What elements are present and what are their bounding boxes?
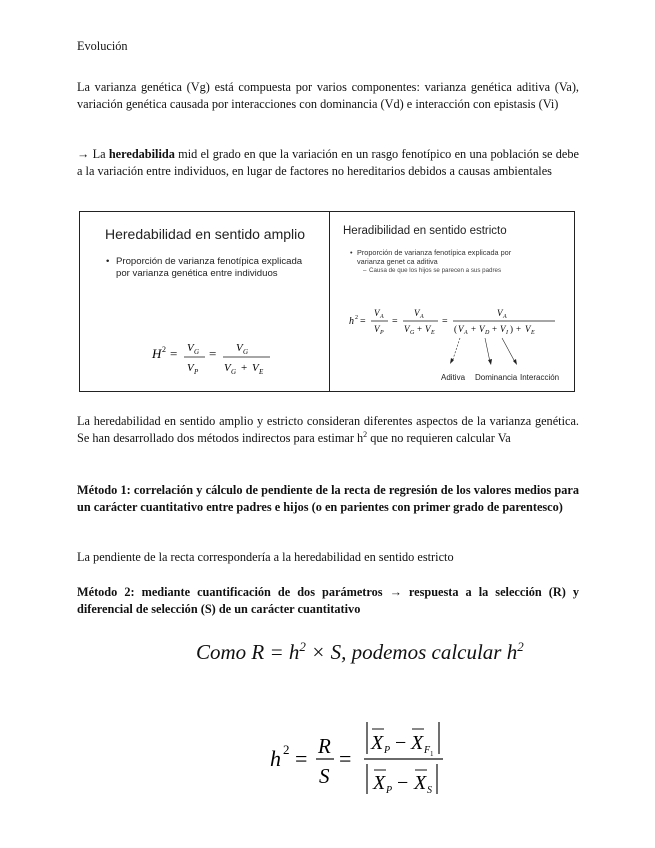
- equation-como-sup: 2: [299, 639, 306, 654]
- svg-text:S: S: [427, 785, 432, 796]
- svg-text:E: E: [431, 330, 435, 336]
- svg-text:=: =: [295, 746, 308, 771]
- svg-text:P: P: [380, 330, 384, 336]
- svg-text:V: V: [374, 308, 380, 318]
- bullet-broad-text: Proporción de varianza fenotípica explicada por varianza genética entre individuos: [116, 256, 303, 279]
- svg-text:E: E: [259, 368, 264, 376]
- svg-text:I: I: [506, 330, 508, 336]
- svg-text:1: 1: [430, 750, 434, 758]
- arrow-prefix: → La: [77, 147, 109, 161]
- label-interaction: Interacción: [520, 373, 560, 382]
- slide-title-narrow: Heradibilidad en sentido estricto: [343, 225, 507, 237]
- svg-text:P: P: [194, 368, 199, 376]
- svg-text:V: V: [497, 308, 503, 318]
- svg-text:V: V: [500, 324, 506, 334]
- superscript-2: 2: [363, 429, 368, 439]
- svg-text:H: H: [152, 346, 162, 361]
- bullet-narrow-text: Proporción de varianza fenotípica explicada por varianza genet ca aditiva: [357, 248, 512, 266]
- svg-text:A: A: [420, 314, 424, 320]
- paragraph-heritability: [77, 146, 579, 180]
- method-1-heading: Método 1: correlación y cálculo de pendiente de la recta de regresión de los valores medios para un carácter cuantitativo entre padres e hijos (o en parientes con primer grado de parentesco): [77, 483, 579, 514]
- svg-text:R: R: [318, 734, 331, 758]
- paragraph-slope: La pendiente de la recta correspondería a la heredabilidad en sentido estricto: [77, 550, 454, 564]
- svg-text:G: G: [410, 330, 415, 336]
- svg-text:2: 2: [162, 345, 166, 354]
- term-heritability: heredabilida: [108, 147, 175, 161]
- sub-dash: –: [363, 267, 367, 274]
- svg-text:V: V: [479, 324, 485, 334]
- paragraph-genetic-variance: La varianza genética (Vg) está compuesta por varios componentes: varianza genética aditiva (Va), variación genética causada por interacciones con dominancia (Vd) e interacción con epistasis (Vi): [77, 80, 579, 111]
- paragraph-methods-text-a: La heredabilidad en sentido amplio y estricto consideran diferentes aspectos de la varianza genética. Se han desarrollado dos métodos indirectos para estimar h: [77, 414, 579, 445]
- slide-broad-sense: [80, 212, 329, 391]
- svg-text:V: V: [236, 342, 243, 354]
- svg-text:G: G: [194, 348, 200, 356]
- svg-text:+: +: [492, 324, 498, 334]
- svg-text:X: X: [373, 772, 386, 794]
- svg-text:=: =: [209, 346, 217, 361]
- svg-text:+: +: [417, 324, 423, 334]
- equation-response: [196, 640, 524, 665]
- svg-text:+: +: [516, 324, 522, 334]
- svg-text:=: =: [442, 316, 448, 327]
- sub-bullet-text: Causa de que los hijos se parecen a sus padres: [369, 267, 502, 274]
- formula-narrow-sense: [330, 212, 576, 393]
- svg-text:+: +: [241, 362, 248, 374]
- svg-text:=: =: [392, 316, 398, 327]
- svg-text:=: =: [360, 316, 366, 327]
- svg-text:V: V: [458, 324, 464, 334]
- paragraph-heritability-rest: mid el grado en que la variación en un rasgo fenotípico en una población se debe a la variación entre individuos, en lugar de factores no hereditarios debidos a causas ambientales: [77, 147, 580, 178]
- svg-text:h: h: [349, 316, 354, 327]
- svg-text:): ): [510, 324, 513, 334]
- heritability-figure: [79, 211, 575, 392]
- svg-text:P: P: [384, 745, 391, 756]
- svg-text:−: −: [397, 772, 409, 794]
- svg-text:G: G: [231, 368, 237, 376]
- svg-text:(: (: [454, 324, 457, 334]
- equation-heritability-ratio: [266, 718, 466, 798]
- svg-text:V: V: [404, 324, 410, 334]
- svg-text:F: F: [424, 745, 431, 756]
- bullet-dot: •: [106, 256, 110, 267]
- svg-text:A: A: [464, 330, 468, 336]
- svg-text:A: A: [503, 314, 507, 320]
- svg-text:2: 2: [283, 742, 290, 757]
- svg-text:=: =: [170, 346, 178, 361]
- paragraph-methods-text-b: que no requieren calcular Va: [367, 431, 511, 445]
- svg-text:S: S: [319, 764, 330, 788]
- svg-text:2: 2: [355, 315, 358, 321]
- slide-title-broad: Heredabilidad en sentido amplio: [105, 226, 306, 242]
- svg-text:D: D: [485, 330, 490, 336]
- label-additive: Aditiva: [441, 373, 466, 382]
- method-2-heading: Método 2: mediante cuantificación de dos parámetros → respuesta a la selección (R) y diferencial de selección (S) de un carácter cuantitativo: [77, 585, 579, 616]
- svg-text:V: V: [425, 324, 431, 334]
- svg-text:V: V: [187, 342, 194, 354]
- svg-text:E: E: [531, 330, 535, 336]
- svg-text:X: X: [411, 732, 424, 754]
- svg-text:V: V: [187, 362, 194, 374]
- svg-text:V: V: [525, 324, 531, 334]
- svg-text:X: X: [371, 732, 384, 754]
- equation-como-text: Como R = h: [196, 640, 300, 664]
- slide-narrow-sense: [330, 212, 576, 391]
- document-header: Evolución: [77, 39, 128, 53]
- svg-text:P: P: [386, 785, 393, 796]
- svg-text:V: V: [414, 308, 420, 318]
- svg-text:+: +: [471, 324, 477, 334]
- svg-text:=: =: [339, 746, 352, 771]
- equation-como-rest: × S, podemos calcular h: [305, 640, 518, 664]
- svg-text:X: X: [414, 772, 427, 794]
- svg-text:G: G: [243, 348, 249, 356]
- svg-text:A: A: [380, 314, 384, 320]
- label-dominance: Dominancia: [475, 373, 518, 382]
- svg-text:V: V: [374, 324, 380, 334]
- formula-broad-sense: [80, 212, 329, 393]
- bullet-dot: •: [350, 248, 353, 257]
- svg-text:V: V: [252, 362, 259, 374]
- paragraph-methods-intro: [77, 413, 579, 447]
- svg-text:V: V: [224, 362, 231, 374]
- equation-como-sup2: 2: [517, 639, 524, 654]
- svg-text:−: −: [395, 732, 407, 754]
- svg-text:h: h: [270, 746, 281, 771]
